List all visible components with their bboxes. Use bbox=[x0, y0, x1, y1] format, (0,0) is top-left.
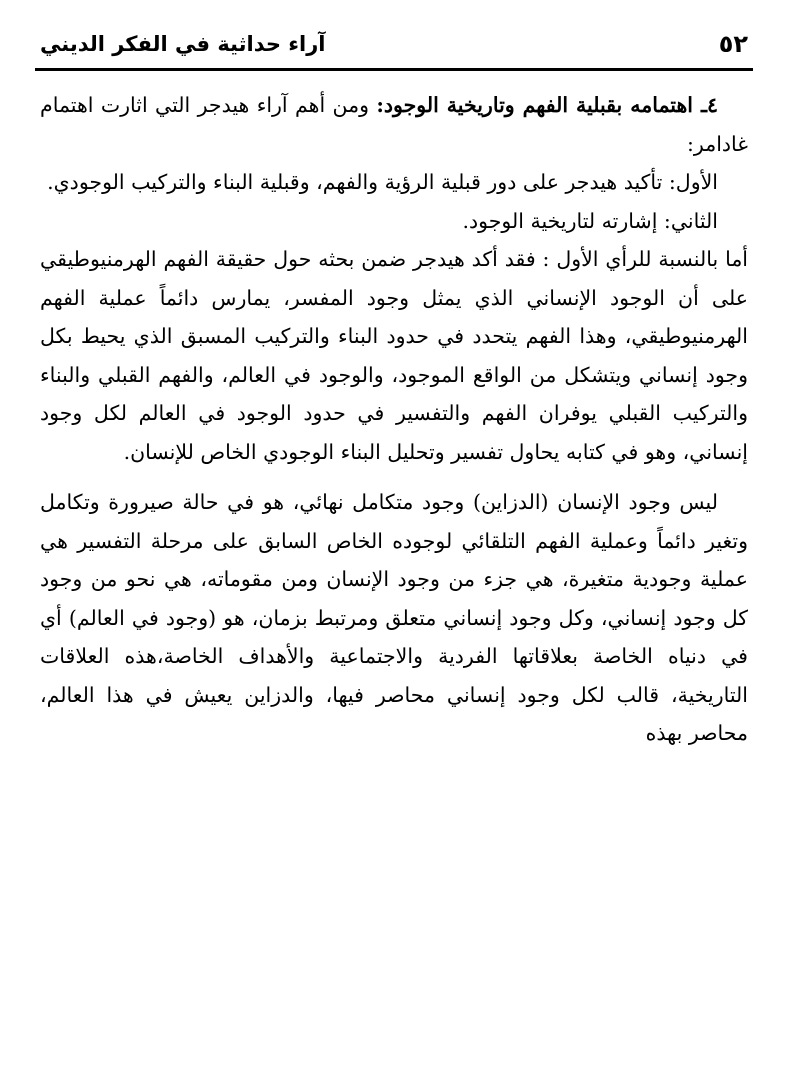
page-number: ٥٢ bbox=[718, 30, 748, 58]
header-rule bbox=[35, 68, 753, 71]
running-header bbox=[40, 22, 748, 66]
paragraph-4: أما بالنسبة للرأي الأول : فقد أكد هيدجر ضمن بحثه حول حقيقة الفهم الهرمنيوطيقي على أن الوجود الإنساني الذي يمثل وجود المفسر، يمارس دائماً عملية الفهم الهرمنيوطيقي، وهذا الفهم يتحدد في حدود البناء والتركيب المسبق الذي يحيط بكل وجود إنساني ويتشكل من الواقع الموجود، والوجود في العالم، والفهم القبلي والبناء والتركيب القبلي يوفران الفهم والتفسير في حدود الوجود في العالم لكل وجود إنساني، وهو في كتابه يحاول تفسير وتحليل البناء الوجودي الخاص للإنسان. bbox=[40, 247, 748, 464]
paragraph-gap bbox=[40, 471, 748, 483]
page-body bbox=[40, 86, 748, 753]
paragraph-1 bbox=[40, 86, 748, 163]
paragraph-5: ليس وجود الإنسان (الدزاين) وجود متكامل نهائي، هو في حالة صيرورة وتكامل وتغير دائماً وعملية الفهم التلقائي لوجوده الخاص السابق على مرحلة التفسير هي عملية وجودية متغيرة، هي جزء من وجود الإنسان ومن مقوماته، هي نحو من وجود كل وجود إنساني، وكل وجود إنساني متعلق ومرتبط بزمان، هو (وجود في العالم) أي في دنياه الخاصة بعلاقاتها الفردية والاجتماعية والأهداف الخاصة،هذه العلاقات التاريخية، قالب لكل وجود إنساني محاصر فيها، والدزاين يعيش في هذا العالم، محاصر بهذه bbox=[40, 490, 748, 745]
paragraph-2: الأول: تأكيد هيدجر على دور قبلية الرؤية والفهم، وقبلية البناء والتركيب الوجودي. bbox=[47, 170, 718, 194]
paragraph-1-text: ومن أهم آراء هيدجر التي اثارت اهتمام غادامر: bbox=[40, 93, 748, 156]
section-heading: ٤ـ اهتمامه بقبلية الفهم وتاريخية الوجود: bbox=[376, 93, 718, 117]
running-title: آراء حداثية في الفكر الديني bbox=[40, 32, 326, 56]
paragraph-3: الثاني: إشارته لتاريخية الوجود. bbox=[462, 208, 718, 233]
